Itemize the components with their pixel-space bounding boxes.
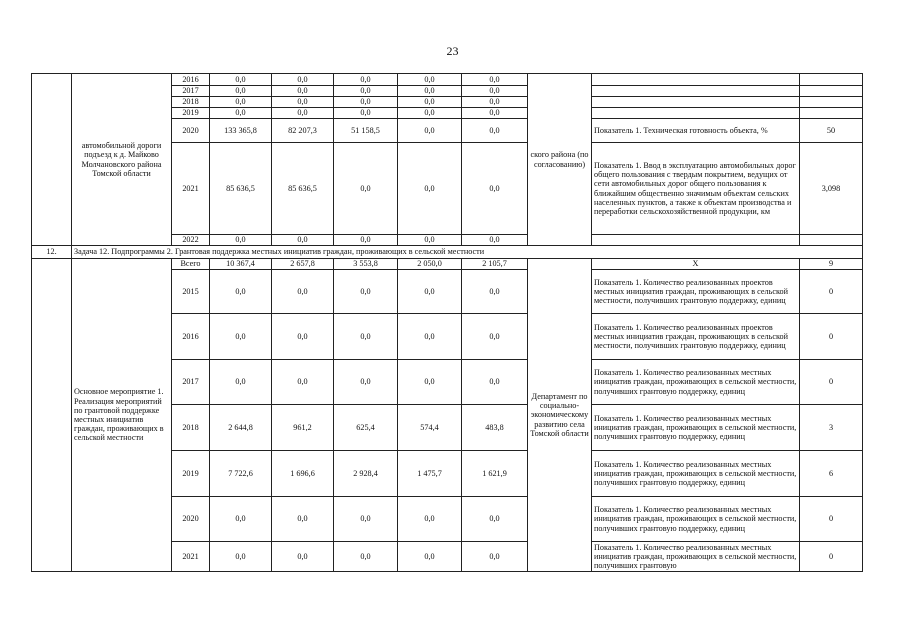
local-cell: 0,0 xyxy=(398,314,462,360)
total-cell: 133 365,8 xyxy=(210,119,272,143)
local-cell: 0,0 xyxy=(398,143,462,235)
regional-cell: 0,0 xyxy=(334,542,398,572)
indicator-value-cell: 0 xyxy=(800,314,863,360)
year-cell: 2019 xyxy=(172,108,210,119)
local-cell: 0,0 xyxy=(398,119,462,143)
indicator-value-cell xyxy=(800,97,863,108)
local-cell: 0,0 xyxy=(398,74,462,86)
indicator-value-cell: 3 xyxy=(800,405,863,451)
total-cell: 2 644,8 xyxy=(210,405,272,451)
indicator-cell: Показатель 1. Техническая готовность объекта, % xyxy=(592,119,800,143)
indicator-value-cell xyxy=(800,108,863,119)
federal-cell: 0,0 xyxy=(272,235,334,246)
indicator-value-cell xyxy=(800,74,863,86)
regional-cell: 3 553,8 xyxy=(334,259,398,270)
indicator-value-cell: 0 xyxy=(800,497,863,542)
indicator-cell: Показатель 1. Количество реализованных местных инициатив граждан, проживающих в сельской местности, получивших грантовую поддержку, единиц xyxy=(592,451,800,497)
year-cell: Всего xyxy=(172,259,210,270)
indicator-cell: Показатель 1. Количество реализованных местных инициатив граждан, проживающих в сельской местности, получивших грантовую поддержку, единиц xyxy=(592,497,800,542)
table-row xyxy=(32,259,863,270)
federal-cell: 85 636,5 xyxy=(272,143,334,235)
regional-cell: 0,0 xyxy=(334,360,398,405)
regional-cell: 0,0 xyxy=(334,314,398,360)
total-cell: 0,0 xyxy=(210,542,272,572)
indicator-cell: Показатель 1. Количество реализованных проектов местных инициатив граждан, проживающих в сельской местности, получивших грантовую поддержку, единиц xyxy=(592,270,800,314)
regional-cell: 0,0 xyxy=(334,108,398,119)
regional-cell: 51 158,5 xyxy=(334,119,398,143)
indicator-cell xyxy=(592,86,800,97)
federal-cell: 0,0 xyxy=(272,497,334,542)
indicator-cell: Показатель 1. Ввод в эксплуатацию автомобильных дорог общего пользования с твердым покрытием, ведущих от сети автомобильных дорог общего пользования к ближайшим общественно значимым объектам сельских населенных пунктов, а также к объектам производства и переработки сельскохозяйственной продукции, км xyxy=(592,143,800,235)
year-cell: 2017 xyxy=(172,360,210,405)
year-cell: 2021 xyxy=(172,143,210,235)
local-cell: 0,0 xyxy=(398,235,462,246)
extra-cell: 0,0 xyxy=(462,97,528,108)
year-cell: 2018 xyxy=(172,405,210,451)
year-cell: 2018 xyxy=(172,97,210,108)
total-cell: 0,0 xyxy=(210,74,272,86)
extra-cell: 0,0 xyxy=(462,360,528,405)
federal-cell: 0,0 xyxy=(272,97,334,108)
indicator-cell: Показатель 1. Количество реализованных местных инициатив граждан, проживающих в сельской местности, получивших грантовую поддержку, единиц xyxy=(592,360,800,405)
federal-cell: 1 696,6 xyxy=(272,451,334,497)
federal-cell: 961,2 xyxy=(272,405,334,451)
total-cell: 0,0 xyxy=(210,314,272,360)
regional-cell: 0,0 xyxy=(334,97,398,108)
regional-cell: 625,4 xyxy=(334,405,398,451)
federal-cell: 0,0 xyxy=(272,314,334,360)
row-number-cell xyxy=(32,74,72,246)
indicator-cell: Х xyxy=(592,259,800,270)
program-table xyxy=(31,73,863,572)
year-cell: 2020 xyxy=(172,497,210,542)
total-cell: 0,0 xyxy=(210,360,272,405)
extra-cell: 0,0 xyxy=(462,235,528,246)
year-cell: 2016 xyxy=(172,314,210,360)
total-cell: 0,0 xyxy=(210,497,272,542)
extra-cell: 0,0 xyxy=(462,542,528,572)
extra-cell: 1 621,9 xyxy=(462,451,528,497)
indicator-cell: Показатель 1. Количество реализованных местных инициатив граждан, проживающих в сельской местности, получивших грантовую поддержку, единиц xyxy=(592,405,800,451)
federal-cell: 0,0 xyxy=(272,108,334,119)
local-cell: 0,0 xyxy=(398,108,462,119)
local-cell: 574,4 xyxy=(398,405,462,451)
indicator-cell xyxy=(592,97,800,108)
year-cell: 2020 xyxy=(172,119,210,143)
regional-cell: 0,0 xyxy=(334,235,398,246)
indicator-value-cell: 3,098 xyxy=(800,143,863,235)
total-cell: 7 722,6 xyxy=(210,451,272,497)
indicator-cell xyxy=(592,235,800,246)
indicator-value-cell xyxy=(800,235,863,246)
local-cell: 0,0 xyxy=(398,360,462,405)
year-cell: 2022 xyxy=(172,235,210,246)
total-cell: 10 367,4 xyxy=(210,259,272,270)
extra-cell: 0,0 xyxy=(462,108,528,119)
indicator-value-cell xyxy=(800,86,863,97)
regional-cell: 0,0 xyxy=(334,497,398,542)
table-body xyxy=(32,74,863,572)
extra-cell: 0,0 xyxy=(462,270,528,314)
page-number: 23 xyxy=(446,44,459,58)
federal-cell: 0,0 xyxy=(272,542,334,572)
regional-cell: 0,0 xyxy=(334,270,398,314)
regional-cell: 0,0 xyxy=(334,143,398,235)
total-cell: 0,0 xyxy=(210,270,272,314)
extra-cell: 483,8 xyxy=(462,405,528,451)
local-cell: 0,0 xyxy=(398,270,462,314)
indicator-value-cell: 0 xyxy=(800,542,863,572)
total-cell: 85 636,5 xyxy=(210,143,272,235)
local-cell: 2 050,0 xyxy=(398,259,462,270)
task-row xyxy=(32,246,863,259)
extra-cell: 0,0 xyxy=(462,74,528,86)
extra-cell: 0,0 xyxy=(462,86,528,97)
extra-cell: 0,0 xyxy=(462,497,528,542)
federal-cell: 0,0 xyxy=(272,270,334,314)
indicator-value-cell: 9 xyxy=(800,259,863,270)
local-cell: 0,0 xyxy=(398,497,462,542)
executor-cell: ского района (по согласованию) xyxy=(528,74,592,246)
indicator-value-cell: 6 xyxy=(800,451,863,497)
total-cell: 0,0 xyxy=(210,235,272,246)
extra-cell: 0,0 xyxy=(462,119,528,143)
indicator-cell xyxy=(592,108,800,119)
task-text-cell: Задача 12. Подпрограммы 2. Грантовая поддержка местных инициатив граждан, проживающих в сельской местности xyxy=(72,246,863,259)
extra-cell: 0,0 xyxy=(462,143,528,235)
task-number-cell: 12. xyxy=(32,246,72,259)
federal-cell: 0,0 xyxy=(272,74,334,86)
indicator-value-cell: 50 xyxy=(800,119,863,143)
regional-cell: 0,0 xyxy=(334,74,398,86)
activity-name-cell: Основное мероприятие 1. Реализация мероприятий по грантовой поддержке местных инициатив граждан, проживающих в сельской местности xyxy=(72,259,172,572)
regional-cell: 2 928,4 xyxy=(334,451,398,497)
total-cell: 0,0 xyxy=(210,97,272,108)
table-row xyxy=(32,74,863,86)
indicator-value-cell: 0 xyxy=(800,270,863,314)
local-cell: 0,0 xyxy=(398,542,462,572)
year-cell: 2016 xyxy=(172,74,210,86)
local-cell: 1 475,7 xyxy=(398,451,462,497)
extra-cell: 0,0 xyxy=(462,314,528,360)
year-cell: 2015 xyxy=(172,270,210,314)
indicator-cell xyxy=(592,74,800,86)
row-number-cell xyxy=(32,259,72,572)
indicator-cell: Показатель 1. Количество реализованных проектов местных инициатив граждан, проживающих в сельской местности, получивших грантовую поддержку, единиц xyxy=(592,314,800,360)
federal-cell: 82 207,3 xyxy=(272,119,334,143)
local-cell: 0,0 xyxy=(398,97,462,108)
year-cell: 2017 xyxy=(172,86,210,97)
indicator-cell: Показатель 1. Количество реализованных местных инициатив граждан, проживающих в сельской местности, получивших грантовую xyxy=(592,542,800,572)
activity-name-cell: автомобильной дороги подъезд к д. Майково Молчановского района Томской области xyxy=(72,74,172,246)
extra-cell: 2 105,7 xyxy=(462,259,528,270)
federal-cell: 2 657,8 xyxy=(272,259,334,270)
year-cell: 2019 xyxy=(172,451,210,497)
year-cell: 2021 xyxy=(172,542,210,572)
federal-cell: 0,0 xyxy=(272,360,334,405)
federal-cell: 0,0 xyxy=(272,86,334,97)
regional-cell: 0,0 xyxy=(334,86,398,97)
local-cell: 0,0 xyxy=(398,86,462,97)
total-cell: 0,0 xyxy=(210,108,272,119)
indicator-value-cell: 0 xyxy=(800,360,863,405)
executor-cell: Департамент по социально-экономическому развитию села Томской области xyxy=(528,259,592,572)
total-cell: 0,0 xyxy=(210,86,272,97)
